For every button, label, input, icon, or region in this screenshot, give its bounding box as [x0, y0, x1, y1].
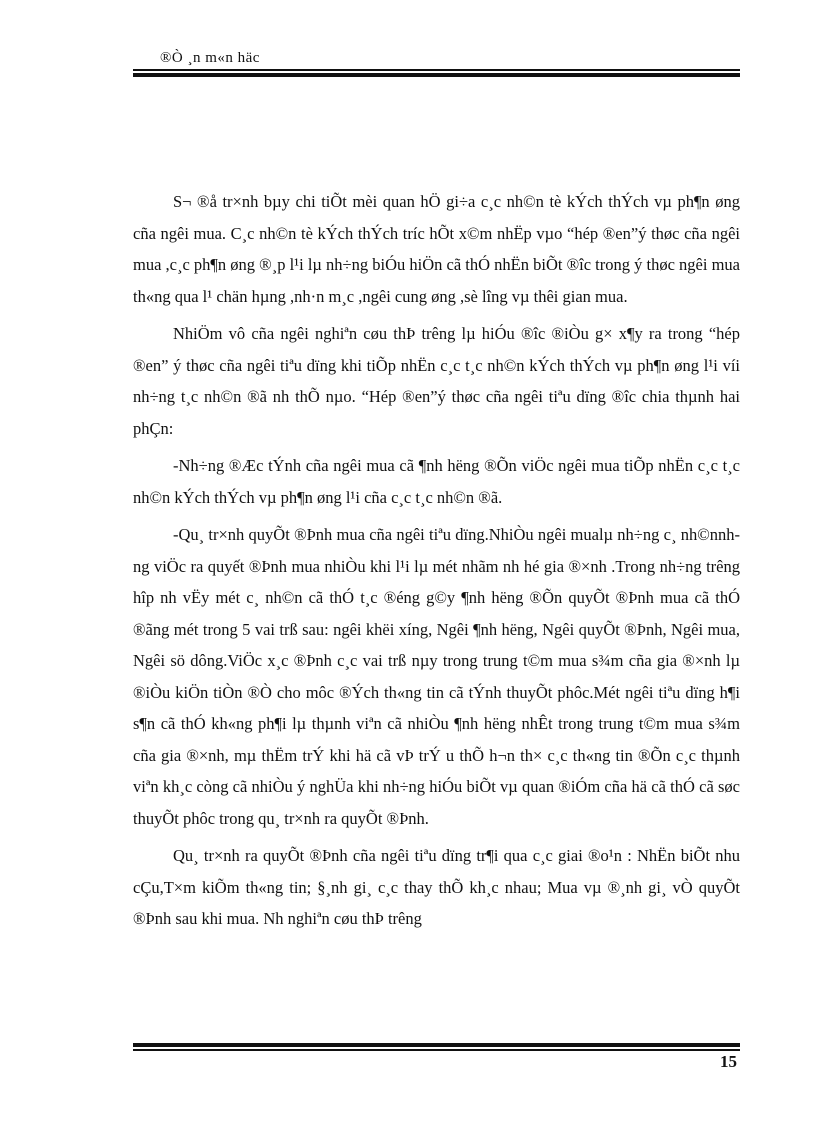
- header-rule-thick: [133, 73, 740, 77]
- paragraph-2: NhiÖm vô cña ngêi nghiªn cøu thÞ trêng lµ hiÓu ®îc ®iÒu g× x¶y ra trong “hép ®en” ý thøc cña ngêi tiªu dïng khi tiÕp nhËn c¸c t¸c nh©n kÝch thÝch vµ ph¶n øng l¹i víi nh÷ng t¸c nh©n ®ã nh thÕ nµo. “Hép ®en”ý thøc cña ngêi tiªu dïng ®îc chia thµnh hai phÇn:: [133, 324, 740, 438]
- header-title: ®Ò ¸n m«n häc: [160, 50, 260, 66]
- paragraph-1: S¬ ®å tr×nh bµy chi tiÕt mèi quan hÖ gi÷a c¸c nh©n tè kÝch thÝch vµ ph¶n øng cña ngêi mua. C¸c nh©n tè kÝch thÝch tríc hÕt x©m nhËp vµo “hép ®en”ý thøc cña ngêi mua ,c¸c ph¶n øng ®¸p l¹i lµ nh÷ng biÓu hiÖn cã thÓ nhËn biÕt ®îc trong ý thøc ngêi mua th«ng qua l¹ chän hµng ,nh·n m¸c ,ngêi cung øng ,sè lîng vµ thêi gian mua.: [133, 192, 740, 306]
- page-number: 15: [720, 1052, 737, 1071]
- paragraph-4: -Qu¸ tr×nh quyÕt ®Þnh mua cña ngêi tiªu dïng.NhiÒu ngêi mualµ nh÷ng c¸ nh©nnhng viÖc ra quyết ®Þnh mua nhiÒu khi l¹i lµ mét nhãm nh hé gia ®×nh .Trong nh÷ng trêng hîp nh vËy mét c¸ nh©n cã thÓ t¸c ®éng g©y ¶nh hëng ®Õn quyÕt ®Þnh mua cã thÓ ®ãng mét trong 5 vai trß sau: ngêi khëi xíng, Ngêi ¶nh hëng, Ngêi quyÕt ®Þnh, Ngêi mua, Ngêi sö dông.ViÖc x¸c ®Þnh c¸c vai trß nµy trong trung t©m mua s¾m cña gia ®×nh lµ ®iÒu kiÖn tiÒn ®Ò cho môc ®Ých th«ng tin cã tÝnh thuyÕt phôc.Mét ngêi tiªu dïng h¶i s¶n cã thÓ kh«ng ph¶i lµ thµnh viªn cã nhiÒu ¶nh hëng nhÊt trong trung t©m mua s¾m cña gia ®×nh, mµ thËm trÝ khi hä cã vÞ trÝ u thÕ h¬n th× c¸c th«ng tin ®Õn c¸c thµnh viªn kh¸c còng cã nhiÒu ý nghÜa khi nh÷ng hiÓu biÕt vµ quan ®iÓm cña hä cã thÓ cã søc thuyÕt phôc trong qu¸ tr×nh ra quyÕt ®Þnh.: [133, 525, 740, 828]
- paragraph-5: Qu¸ tr×nh ra quyÕt ®Þnh cña ngêi tiªu dïng tr¶i qua c¸c giai ®o¹n : NhËn biÕt nhu cÇu,T×m kiÕm th«ng tin; §¸nh gi¸ c¸c thay thÕ kh¸c nhau; Mua vµ ®¸nh gi¸ vÒ quyÕt ®Þnh sau khi mua. Nh nghiªn cøu thÞ trêng: [133, 846, 740, 928]
- header-rule-thin: [133, 69, 740, 71]
- document-body: [133, 186, 740, 941]
- footer-rule-thin: [133, 1049, 740, 1051]
- footer-rule-thick: [133, 1043, 740, 1047]
- paragraph-3: -Nh÷ng ®Æc tÝnh cña ngêi mua cã ¶nh hëng ®Õn viÖc ngêi mua tiÕp nhËn c¸c t¸c nh©n kÝch thÝch vµ ph¶n øng l¹i cña c¸c t¸c nh©n ®ã.: [133, 456, 740, 507]
